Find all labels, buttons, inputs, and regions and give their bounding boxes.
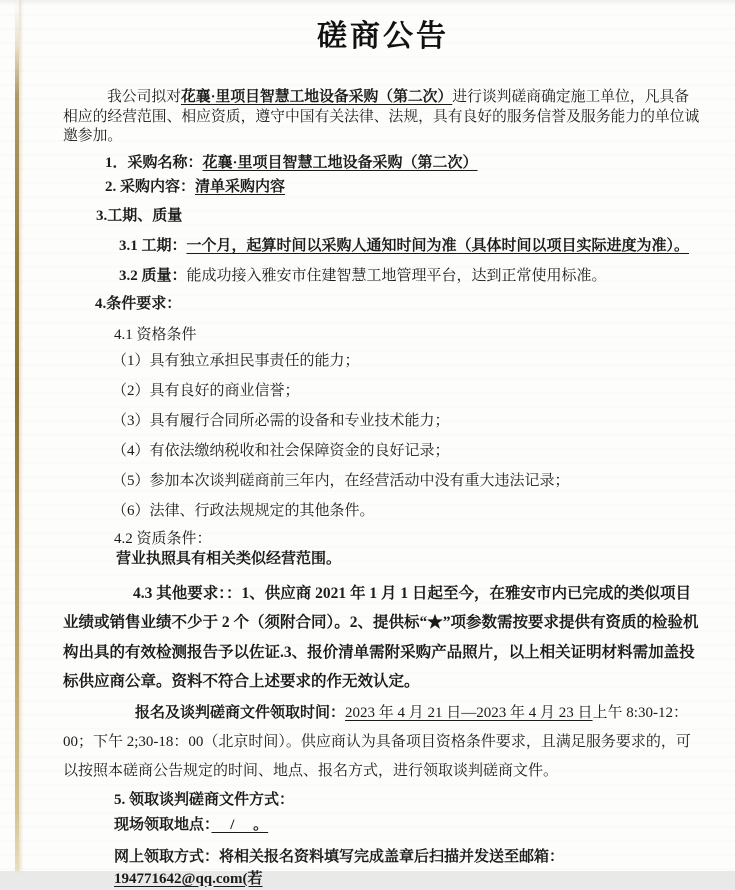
- onsite-value: / 。: [211, 816, 269, 833]
- page-binding-edge: [15, 0, 19, 871]
- registration-label: 报名及谈判磋商文件领取时间：: [135, 704, 346, 721]
- procurement-name-row: [105, 151, 703, 175]
- quality-value: 能成功接入雅安市住建智慧工地管理平台，达到正常使用标准。: [186, 267, 607, 284]
- quality-row: [119, 265, 703, 287]
- intro-project-name: 花襄·里项目智慧工地设备采购（第二次）: [181, 89, 453, 105]
- other-requirements-paragraph: 4.3 其他要求：：1、供应商 2021 年 1 月 1 日起至今，在雅安市内已完成的类似项目业绩或销售业绩不少于 2 个（须附合同）。2、提供标“★”项参数需按要求提供有资质的检验机构出具的有效检测报告予以佐证.3、报价清单需附采购产品照片，以上相关证明材料需加盖投标供应商公章。资料不符合上述要求的作无效认定。: [63, 584, 699, 690]
- duration-row: [119, 235, 703, 257]
- qualification-item: （6）法律、行政法规规定的其他条件。: [112, 502, 375, 519]
- section-5-heading: 5. 领取谈判磋商文件方式：: [114, 791, 295, 808]
- procurement-content-value: 清单采购内容: [195, 178, 286, 195]
- registration-date-range: 2023 年 4 月 21 日—2023 年 4 月 23 日: [345, 704, 593, 721]
- section-4-heading: 4.条件要求：: [95, 295, 182, 312]
- online-collection-row: [114, 846, 703, 890]
- intro-paragraph: [63, 88, 703, 147]
- procurement-content-label: 2. 采购内容：: [105, 178, 196, 195]
- qualification-item: （1）具有独立承担民事责任的能力；: [112, 352, 360, 369]
- procurement-content-row: [105, 175, 703, 199]
- document-content: [63, 0, 703, 890]
- registration-time-detail: 上午 8:30-12：00；下午 2;30-18：00（北京时间）。供应商认为具备项目资格条件要求，且满足服务要求的，可以按照本磋商公告规定的时间、地点、报名方式，进行领取谈判磋商文件。: [63, 704, 691, 779]
- qualification-item: （3）具有履行合同所必需的设备和专业技术能力；: [112, 412, 450, 429]
- quality-label: 3.2 质量：: [119, 267, 187, 284]
- section-42-heading: 4.2 资质条件：: [114, 530, 212, 547]
- qualification-item: （2）具有良好的商业信誉；: [112, 382, 300, 399]
- procurement-name-label: 1．采购名称：: [105, 154, 203, 171]
- intro-rest: 进行谈判磋商确定施工单位，凡具备相应的经营范围、相应资质，遵守中国有关法律、法规，具有良好的服务信誉及服务能力的单位诚邀参加。: [63, 89, 700, 144]
- online-email: 194771642@qq.com(若: [114, 870, 263, 887]
- qualification-item: （5）参加本次谈判磋商前三年内，在经营活动中没有重大违法记录；: [112, 472, 570, 489]
- onsite-collection-row: [114, 814, 703, 836]
- online-label: 网上领取方式：: [114, 848, 220, 865]
- duration-label: 3.1 工期：: [119, 237, 187, 254]
- page-title: 磋商公告: [317, 20, 449, 53]
- intro-lead: 我公司拟对: [107, 89, 181, 105]
- onsite-label: 现场领取地点：: [114, 816, 212, 833]
- registration-paragraph: [63, 699, 703, 786]
- section-3-heading: 3.工期、质量: [96, 207, 183, 224]
- section-41-heading: 4.1 资格条件: [114, 326, 197, 343]
- duration-value: 一个月，起算时间以采购人通知时间为准（具体时间以项目实际进度为准）。: [186, 237, 690, 254]
- online-text: 将相关报名资料填写完成盖章后扫描并发送至邮箱：: [219, 848, 565, 865]
- qualification-item: （4）有依法缴纳税收和社会保障资金的良好记录；: [112, 442, 450, 459]
- procurement-name-value: 花襄·里项目智慧工地设备采购（第二次）: [202, 154, 478, 171]
- credential-requirement: 营业执照具有相关类似经营范围。: [116, 550, 342, 567]
